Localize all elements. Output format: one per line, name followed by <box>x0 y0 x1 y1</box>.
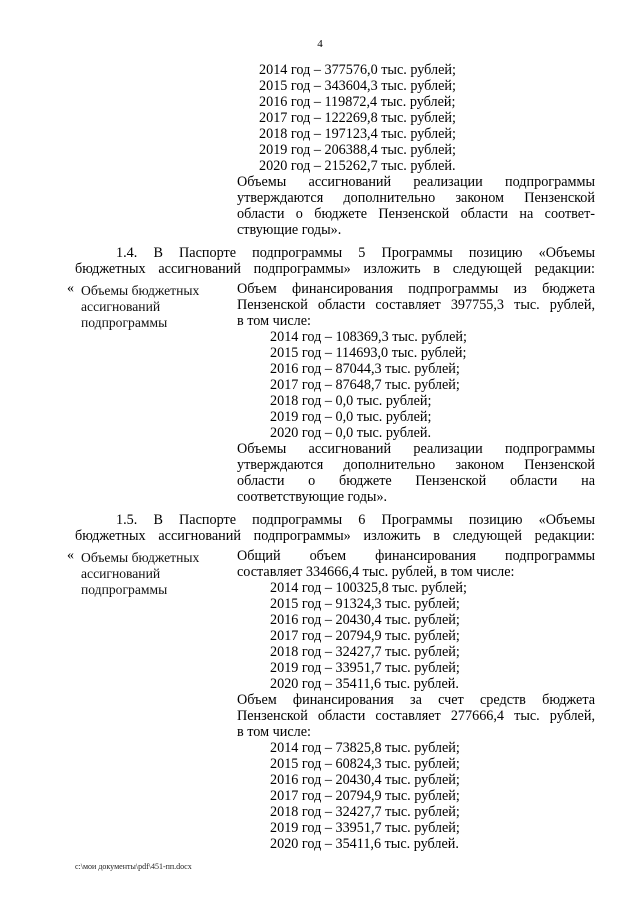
list-item: 2014 год – 108369,3 тыс. рублей; <box>270 329 467 345</box>
list-item: 2017 год – 87648,7 тыс. рублей; <box>270 377 460 393</box>
list-item: 2016 год – 20430,4 тыс. рублей; <box>270 772 460 788</box>
list-item: 2019 год – 206388,4 тыс. рублей; <box>259 142 456 158</box>
desc-line: Объем финансирования подпрограммы из бюджета <box>237 281 595 297</box>
list-item: 2020 год – 215262,7 тыс. рублей. <box>259 158 456 174</box>
list-item: 2020 год – 0,0 тыс. рублей. <box>270 425 432 441</box>
desc-line: Объем финансирования за счет средств бюджета <box>237 692 595 708</box>
list-item: 2018 год – 32427,7 тыс. рублей; <box>270 804 460 820</box>
desc-line: Пензенской области составляет 397755,3 тыс. рублей, <box>237 297 595 313</box>
section-1-4-intro: 1.4. В Паспорте подпрограммы 5 Программы позицию «Объемы <box>116 245 595 261</box>
section-1-5-intro: бюджетных ассигнований подпрограммы» изложить в следующей редакции: <box>75 528 595 544</box>
desc-line: в том числе: <box>237 724 311 740</box>
page-number: 4 <box>317 38 323 50</box>
section-1-4-intro: бюджетных ассигнований подпрограммы» изложить в следующей редакции: <box>75 261 595 277</box>
desc-line: Пензенской области составляет 277666,4 тыс. рублей, <box>237 708 595 724</box>
table-label: Объемы бюджетных <box>81 550 200 565</box>
list-item: 2016 год – 119872,4 тыс. рублей; <box>259 94 456 110</box>
list-item: 2014 год – 377576,0 тыс. рублей; <box>259 62 456 78</box>
list-item: 2015 год – 114693,0 тыс. рублей; <box>270 345 467 361</box>
list-item: 2015 год – 60824,3 тыс. рублей; <box>270 756 460 772</box>
list-item: 2014 год – 73825,8 тыс. рублей; <box>270 740 460 756</box>
note-line: соответствующие годы». <box>237 489 388 505</box>
list-item: 2020 год – 35411,6 тыс. рублей. <box>270 676 459 692</box>
note-line: Объемы ассигнований реализации подпрограммы <box>237 174 595 190</box>
note-line: Объемы ассигнований реализации подпрограммы <box>237 441 595 457</box>
section-1-5-intro: 1.5. В Паспорте подпрограммы 6 Программы позицию «Объемы <box>116 512 595 528</box>
list-item: 2015 год – 91324,3 тыс. рублей; <box>270 596 460 612</box>
table-label: ассигнований <box>81 566 161 581</box>
footer-file-path: c:\мои документы\pdf\451-пп.docx <box>75 862 192 871</box>
list-item: 2015 год – 343604,3 тыс. рублей; <box>259 78 456 94</box>
table-label: ассигнований <box>81 299 161 314</box>
list-item: 2016 год – 20430,4 тыс. рублей; <box>270 612 460 628</box>
list-item: 2016 год – 87044,3 тыс. рублей; <box>270 361 460 377</box>
desc-line: Общий объем финансирования подпрограммы <box>237 548 595 564</box>
note-line: утверждаются дополнительно законом Пензенской <box>237 457 595 473</box>
list-item: 2017 год – 20794,9 тыс. рублей; <box>270 628 460 644</box>
list-item: 2018 год – 197123,4 тыс. рублей; <box>259 126 456 142</box>
table-label: подпрограммы <box>81 582 168 597</box>
list-item: 2017 год – 20794,9 тыс. рублей; <box>270 788 460 804</box>
table-label: Объемы бюджетных <box>81 283 200 298</box>
quote-mark: « <box>67 281 74 296</box>
list-item: 2020 год – 35411,6 тыс. рублей. <box>270 836 459 852</box>
note-line: утверждаются дополнительно законом Пензенской <box>237 190 595 206</box>
quote-mark: « <box>67 548 74 563</box>
list-item: 2017 год – 122269,8 тыс. рублей; <box>259 110 456 126</box>
list-item: 2018 год – 32427,7 тыс. рублей; <box>270 644 460 660</box>
table-label: подпрограммы <box>81 315 168 330</box>
list-item: 2019 год – 33951,7 тыс. рублей; <box>270 660 460 676</box>
list-item: 2018 год – 0,0 тыс. рублей; <box>270 393 432 409</box>
note-line: ствующие годы». <box>237 222 342 238</box>
note-line: области о бюджете Пензенской области на <box>237 473 595 489</box>
desc-line: в том числе: <box>237 313 311 329</box>
list-item: 2019 год – 0,0 тыс. рублей; <box>270 409 432 425</box>
list-item: 2014 год – 100325,8 тыс. рублей; <box>270 580 467 596</box>
desc-line: составляет 334666,4 тыс. рублей, в том числе: <box>237 564 515 580</box>
list-item: 2019 год – 33951,7 тыс. рублей; <box>270 820 460 836</box>
note-line: области о бюджете Пензенской области на соответ- <box>237 206 595 222</box>
